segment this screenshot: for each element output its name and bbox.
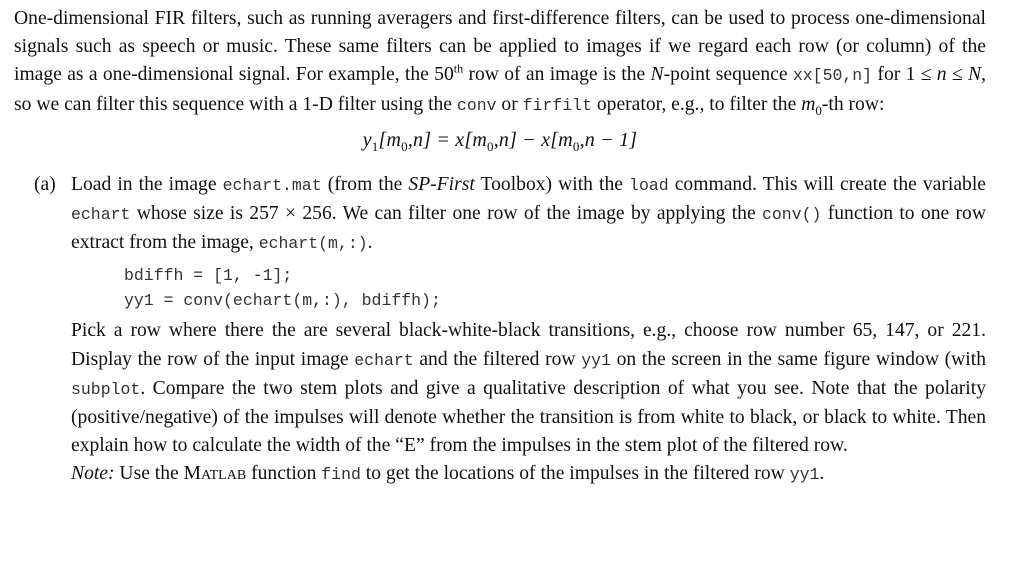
math-m: m (801, 93, 816, 115)
code-block (124, 264, 986, 313)
math-subscript: 0 (815, 102, 822, 118)
code-firfilt: firfilt (522, 95, 592, 115)
note-text: Use the (114, 463, 184, 485)
toolbox-name: SP-First (408, 173, 475, 195)
eq-part: ,n] − x[m (493, 128, 573, 151)
math-N: N (650, 64, 664, 86)
code-line: bdiffh = [1, -1]; (124, 266, 293, 286)
math-N: N (967, 64, 982, 86)
note-text: function (246, 463, 322, 485)
eq-part: ,n − 1] (579, 128, 638, 151)
item-text: Toolbox) with the (474, 173, 630, 195)
item-label: (a) (34, 173, 56, 195)
item-text: whose size is 257 × 256. We can filter one row of the image by applying the (130, 203, 762, 225)
eq-subscript: 0 (487, 138, 494, 154)
code-echart: echart (71, 205, 131, 225)
matlab-name: Matlab (183, 463, 247, 485)
intro-text: or (496, 93, 523, 115)
note-paragraph (71, 460, 986, 489)
code-subplot: subplot (71, 379, 141, 399)
item-text: command. This will create the variable (668, 173, 986, 195)
superscript-th: th (453, 61, 464, 76)
item-a-paragraph-1 (71, 171, 986, 259)
note-text: . (819, 463, 825, 485)
item-text: on the screen in the same figure window (with (610, 348, 986, 370)
intro-text: , so we can filter this sequence with a 1-D filter using the (14, 64, 986, 115)
code-row: echart(m,:) (258, 234, 368, 254)
code-find: find (321, 465, 361, 485)
item-text: Load in the image (71, 173, 223, 195)
code-conv: conv (456, 95, 497, 115)
code-line: yy1 = conv(echart(m,:), bdiffh); (124, 290, 441, 310)
code-load: load (629, 175, 669, 195)
eq-part: ,n] = x[m (407, 128, 488, 151)
difference-equation (14, 129, 986, 159)
intro-text: ≤ (946, 64, 968, 86)
eq-part: [m (378, 128, 402, 151)
code-echart: echart (354, 350, 414, 370)
intro-paragraph (14, 5, 986, 120)
intro-text: -th row: (821, 93, 885, 115)
intro-text: for 1 ≤ (872, 64, 937, 86)
eq-y: y (362, 128, 372, 151)
item-text: Pick a row where there the are several black-white-black transitions, e.g., choose row number 65, 147, or 221. Display the row of the input image (71, 320, 986, 370)
item-a-paragraph-2 (71, 317, 986, 460)
item-text: function to one row extract from the image, (71, 203, 986, 254)
eq-subscript: 0 (401, 138, 408, 154)
item-text: . (367, 232, 373, 254)
eq-subscript: 1 (371, 138, 379, 154)
item-text: (from the (321, 173, 409, 195)
code-yy1: yy1 (789, 465, 820, 485)
code-conv-fn: conv() (762, 205, 822, 225)
intro-text: operator, e.g., to filter the (591, 93, 802, 115)
note-label: Note: (71, 463, 115, 485)
intro-text: One-dimensional FIR filters, such as running averagers and first-difference filters, can be used to process one-dimensional signals such as speech or music. These same filters can be applied to images if we regard each row (or column) of the image as a one-dimensional signal. For example, the 50 (14, 8, 986, 86)
eq-subscript: 0 (572, 138, 580, 154)
code-xx: xx[50,n] (792, 66, 873, 86)
item-text: and the filtered row (413, 348, 582, 370)
item-text: . Compare the two stem plots and give a qualitative description of what you see. Note that the polarity (positive/negative) of the impulses will denote whether the transition is from white to black, or black to white. Then explain how to calculate the width of the “E” from the impulses in the stem plot of the filtered row. (71, 377, 986, 457)
code-filename: echart.mat (222, 175, 322, 195)
code-yy1: yy1 (581, 350, 611, 370)
document-page (14, 5, 986, 490)
note-text: to get the locations of the impulses in the filtered row (360, 463, 790, 485)
intro-text: row of an image is the (463, 64, 651, 86)
item-a (14, 171, 986, 490)
intro-text: -point sequence (663, 64, 793, 86)
math-n: n (936, 64, 947, 86)
